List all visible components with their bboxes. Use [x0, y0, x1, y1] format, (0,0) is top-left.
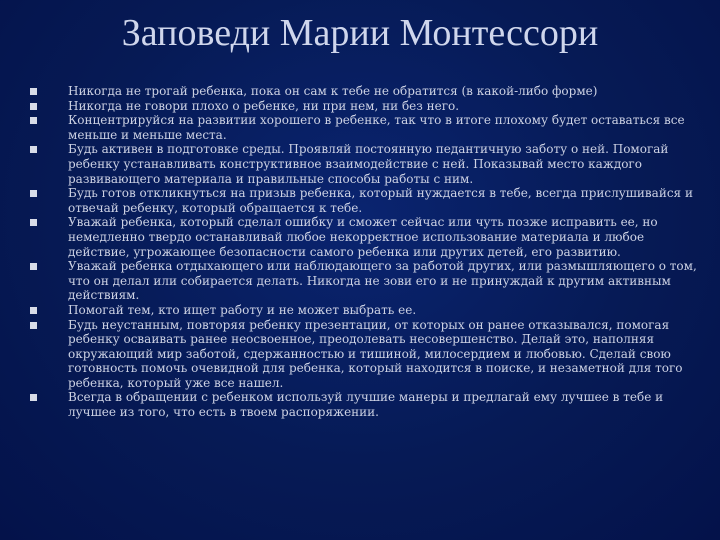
- list-item-text: Помогай тем, кто ищет работу и не может выбрать ее.: [68, 302, 417, 317]
- square-bullet-icon: [30, 219, 37, 226]
- slide-title: Заповеди Марии Монтессори: [121, 12, 599, 54]
- square-bullet-icon: [30, 117, 37, 124]
- list-item-text: Уважай ребенка, который сделал ошибку и сможет сейчас или чуть позже исправить ее, но немедленно твердо останавливай любое некорректное использование материала и любое действие, угрожающее безопасности самого ребенка или других детей, его развитию.: [68, 215, 658, 259]
- list-item: [30, 84, 702, 99]
- list-item-text: Никогда не трогай ребенка, пока он сам к тебе не обратится (в какой-либо форме): [68, 84, 598, 98]
- square-bullet-icon: [30, 322, 37, 329]
- list-item-text: Никогда не говори плохо о ребенке, ни при нем, ни без него.: [68, 98, 460, 113]
- list-item-text: Уважай ребенка отдыхающего или наблюдающего за работой других, или размышляющего о том, что он делал или собирается делать. Никогда не зови его и не принуждай к другим активным действиям.: [68, 259, 697, 303]
- list-item-text: Будь готов откликнуться на призыв ребенка, который нуждается в тебе, всегда прислушивайся и отвечай ребенку, который обращается к тебе.: [68, 186, 693, 215]
- square-bullet-icon: [30, 190, 37, 197]
- square-bullet-icon: [30, 307, 37, 314]
- list-item-text: Будь активен в подготовке среды. Проявляй постоянную педантичную заботу о ней. Помогай ребенку устанавливать конструктивное взаимодействие с ней. Показывай место каждого развивающего материала и правильные способы работы с ним.: [68, 142, 669, 186]
- list-item: [30, 113, 702, 142]
- list-item: [30, 303, 702, 318]
- square-bullet-icon: [30, 88, 37, 95]
- square-bullet-icon: [30, 103, 37, 110]
- commandments-list: [30, 84, 702, 420]
- square-bullet-icon: [30, 146, 37, 153]
- list-item-text: Всегда в обращении с ребенком используй лучшие манеры и предлагай ему лучшее в тебе и лучшее из того, что есть в твоем распоряжении.: [68, 390, 664, 420]
- list-item-text: Концентрируйся на развитии хорошего в ребенке, так что в итоге плохому будет оставаться все меньше и меньше места.: [68, 113, 685, 142]
- square-bullet-icon: [30, 263, 37, 270]
- list-item: [30, 259, 702, 303]
- square-bullet-icon: [30, 394, 37, 401]
- list-item: [30, 390, 702, 419]
- list-item: [30, 318, 702, 391]
- list-item: [30, 99, 702, 114]
- list-item: [30, 142, 702, 186]
- list-item: [30, 186, 702, 215]
- list-item-text: Будь неустанным, повторяя ребенку презентации, от которых он ранее отказывался, помогая ребенку осваивать ранее неосвоенное, преодолевать несовершенство. Делай это, наполняя окружающий мир заботой, сдержанностью и тишиной, милосердием и любовью. Сделай свою готовность помочь очевидной для ребенка, который находится в поиске, и незаметной для того ребенка, который уже все нашел.: [68, 317, 683, 390]
- list-item: [30, 215, 702, 259]
